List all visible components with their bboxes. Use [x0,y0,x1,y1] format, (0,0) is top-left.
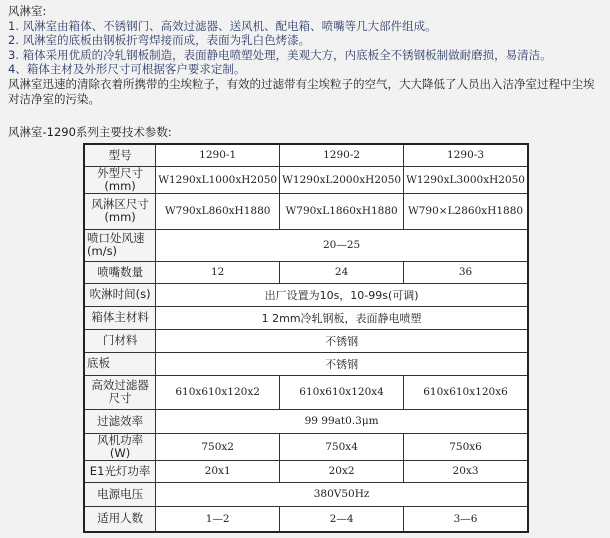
merged-cell: 380V50Hz [156,482,528,506]
cell: 2—4 [280,506,404,532]
cell: 1—2 [156,506,280,532]
table-row [84,375,528,409]
merged-cell: 出厂设置为10s，10-99s(可调) [156,283,528,306]
table-row [84,283,528,306]
row-label: 风机功率(W) [84,433,156,460]
row-label: 底板 [84,352,156,375]
table-header-row [84,144,528,166]
cell: W790xL860xH1880 [156,193,280,229]
row-label: 吹淋时间(s) [84,283,156,306]
row-label: 喷嘴数量 [84,261,156,283]
table-row [84,261,528,283]
cell: W790×L2860xH1880 [404,193,528,229]
row-label: 箱体主材料 [84,306,156,329]
cell: 20x3 [404,460,528,482]
merged-cell: 20—25 [156,229,528,261]
cell: 610x610x120x2 [156,375,280,409]
row-label: 适用人数 [84,506,156,532]
table-row [84,229,528,261]
intro-section [8,4,604,106]
cell: 610x610x120x4 [280,375,404,409]
feature-point-1: 1. 风淋室由箱体、不锈钢门、高效过滤器、送风机、配电箱、喷嘴等几大部件组成。 [8,18,437,33]
cell: 750x4 [280,433,404,460]
cell: 750x6 [404,433,528,460]
table-row [84,460,528,482]
cell: 3—6 [404,506,528,532]
cell: 36 [404,261,528,283]
cell: W1290xL1000xH2050 [156,166,280,193]
merged-cell: 不锈钢 [156,352,528,375]
row-label: 过滤效率 [84,409,156,433]
row-label: 门材料 [84,329,156,352]
merged-cell: 99 99at0.3μm [156,409,528,433]
row-label: 电源电压 [84,482,156,506]
row-label: 高效过滤器尺寸 [84,375,156,409]
cell: 12 [156,261,280,283]
cell: W1290xL3000xH2050 [404,166,528,193]
cell: 20x2 [280,460,404,482]
table-row [84,306,528,329]
feature-point-3: 3. 箱体采用优质的冷轧钢板制造，表面静电喷塑处理，美观大方，内底板全不锈钢板制做耐磨损，易清洁。 [8,47,552,62]
feature-point-4: 4、箱体主材及外形尺寸可根据客户要求定制。 [8,62,246,77]
feature-point-2: 2. 风淋室的底板由钢板折弯焊接而成，表面为乳白色烤漆。 [8,33,311,48]
table-row [84,329,528,352]
intro-paragraph: 风淋室迅速的清除衣着所携带的尘埃粒子，有效的过滤带有尘埃粒子的空气，大大降低了人员出入洁净室过程中尘埃对洁净室的污染。 [8,76,595,106]
model-2: 1290-2 [280,144,404,166]
row-label: 喷口处风速(m/s) [84,229,156,261]
table-caption: 风淋室-1290系列主要技术参数: [8,125,172,139]
table-row [84,506,528,532]
table-row [84,166,528,193]
cell: 610x610x120x6 [404,375,528,409]
row-label: E1光灯功率 [84,460,156,482]
table-row [84,193,528,229]
cell: 750x2 [156,433,280,460]
table-row [84,482,528,506]
row-label: 风淋区尺寸(mm) [84,193,156,229]
model-3: 1290-3 [404,144,528,166]
cell: 24 [280,261,404,283]
cell: W790xL1860xH1880 [280,193,404,229]
merged-cell: 不锈钢 [156,329,528,352]
merged-cell: 1 2mm冷轧钢板，表面静电喷塑 [156,306,528,329]
table-row [84,409,528,433]
header-label: 型号 [84,144,156,166]
row-label: 外型尺寸(mm) [84,166,156,193]
cell: W1290xL2000xH2050 [280,166,404,193]
model-1: 1290-1 [156,144,280,166]
intro-title: 风淋室: [8,4,47,18]
table-row [84,433,528,460]
spec-table [83,143,529,533]
table-row [84,352,528,375]
cell: 20x1 [156,460,280,482]
